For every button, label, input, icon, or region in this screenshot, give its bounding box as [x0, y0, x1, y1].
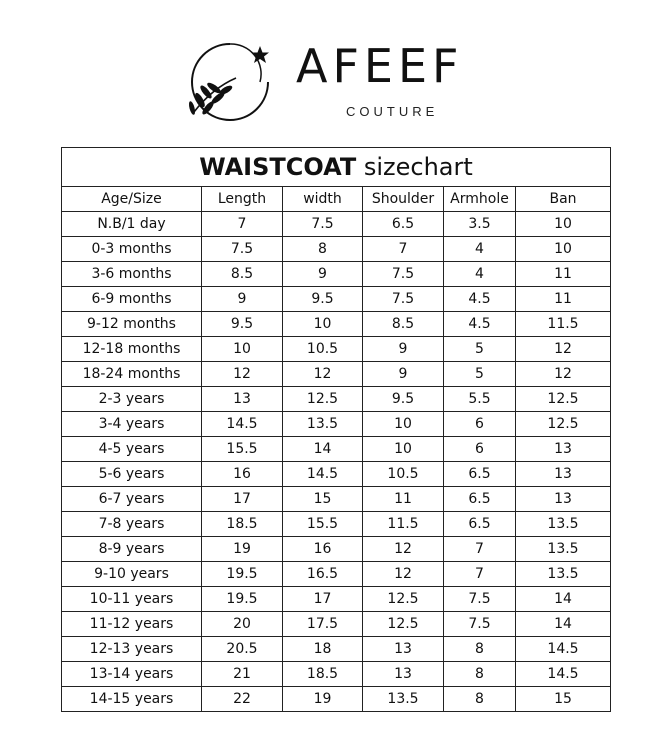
column-header: Age/Size	[62, 187, 202, 212]
measurement-cell: 13.5	[516, 512, 611, 537]
measurement-cell: 12	[516, 362, 611, 387]
brand-name: AFEEF	[296, 39, 464, 93]
measurement-cell: 10	[202, 337, 283, 362]
measurement-cell: 19	[202, 537, 283, 562]
measurement-cell: 10	[363, 437, 444, 462]
measurement-cell: 12.5	[363, 612, 444, 637]
table-row	[62, 312, 611, 337]
measurement-cell: 12.5	[363, 587, 444, 612]
measurement-cell: 9.5	[202, 312, 283, 337]
measurement-cell: 19.5	[202, 562, 283, 587]
size-label-cell: 10-11 years	[62, 587, 202, 612]
table-header-row	[62, 187, 611, 212]
size-label-cell: 11-12 years	[62, 612, 202, 637]
size-label-cell: 9-12 months	[62, 312, 202, 337]
table-row	[62, 287, 611, 312]
size-label-cell: 6-7 years	[62, 487, 202, 512]
measurement-cell: 12	[363, 537, 444, 562]
measurement-cell: 17	[283, 587, 363, 612]
measurement-cell: 5	[444, 337, 516, 362]
measurement-cell: 18	[283, 637, 363, 662]
measurement-cell: 8	[444, 687, 516, 712]
column-header: Shoulder	[363, 187, 444, 212]
measurement-cell: 8	[444, 662, 516, 687]
measurement-cell: 13	[516, 462, 611, 487]
table-title-row	[62, 148, 611, 187]
measurement-cell: 8.5	[363, 312, 444, 337]
measurement-cell: 15.5	[283, 512, 363, 537]
table-row	[62, 237, 611, 262]
table-row	[62, 637, 611, 662]
chart-title	[62, 148, 611, 187]
size-label-cell: 4-5 years	[62, 437, 202, 462]
measurement-cell: 6.5	[363, 212, 444, 237]
column-header: Length	[202, 187, 283, 212]
measurement-cell: 20.5	[202, 637, 283, 662]
measurement-cell: 11	[363, 487, 444, 512]
measurement-cell: 16.5	[283, 562, 363, 587]
measurement-cell: 6.5	[444, 512, 516, 537]
table-row	[62, 487, 611, 512]
measurement-cell: 7	[363, 237, 444, 262]
measurement-cell: 18.5	[283, 662, 363, 687]
measurement-cell: 14	[283, 437, 363, 462]
table-row	[62, 212, 611, 237]
size-label-cell: 3-6 months	[62, 262, 202, 287]
measurement-cell: 10.5	[283, 337, 363, 362]
measurement-cell: 16	[202, 462, 283, 487]
table-row	[62, 262, 611, 287]
size-label-cell: 12-18 months	[62, 337, 202, 362]
measurement-cell: 13.5	[363, 687, 444, 712]
measurement-cell: 12	[516, 337, 611, 362]
measurement-cell: 9	[283, 262, 363, 287]
measurement-cell: 9	[363, 337, 444, 362]
table-row	[62, 537, 611, 562]
measurement-cell: 7	[444, 562, 516, 587]
measurement-cell: 9	[202, 287, 283, 312]
measurement-cell: 13.5	[516, 562, 611, 587]
measurement-cell: 7.5	[283, 212, 363, 237]
size-chart-table	[61, 147, 611, 712]
measurement-cell: 9	[363, 362, 444, 387]
measurement-cell: 6	[444, 412, 516, 437]
measurement-cell: 10	[283, 312, 363, 337]
size-label-cell: 9-10 years	[62, 562, 202, 587]
crescent-moon-star-leaves-icon	[178, 34, 282, 126]
measurement-cell: 10.5	[363, 462, 444, 487]
measurement-cell: 12.5	[516, 387, 611, 412]
measurement-cell: 13	[516, 437, 611, 462]
measurement-cell: 4	[444, 237, 516, 262]
chart-title-bold: WAISTCOAT	[199, 153, 357, 181]
measurement-cell: 6	[444, 437, 516, 462]
measurement-cell: 19.5	[202, 587, 283, 612]
measurement-cell: 14	[516, 587, 611, 612]
size-label-cell: N.B/1 day	[62, 212, 202, 237]
measurement-cell: 12.5	[516, 412, 611, 437]
measurement-cell: 12	[283, 362, 363, 387]
measurement-cell: 12	[202, 362, 283, 387]
measurement-cell: 19	[283, 687, 363, 712]
column-header: Armhole	[444, 187, 516, 212]
table-row	[62, 587, 611, 612]
table-row	[62, 687, 611, 712]
measurement-cell: 13	[202, 387, 283, 412]
measurement-cell: 7.5	[444, 587, 516, 612]
table-row	[62, 462, 611, 487]
table-row	[62, 387, 611, 412]
size-label-cell: 5-6 years	[62, 462, 202, 487]
measurement-cell: 4.5	[444, 287, 516, 312]
brand-logo	[0, 0, 672, 140]
size-label-cell: 2-3 years	[62, 387, 202, 412]
measurement-cell: 6.5	[444, 487, 516, 512]
measurement-cell: 6.5	[444, 462, 516, 487]
measurement-cell: 11.5	[363, 512, 444, 537]
table-body	[62, 212, 611, 712]
measurement-cell: 18.5	[202, 512, 283, 537]
size-label-cell: 6-9 months	[62, 287, 202, 312]
table-row	[62, 612, 611, 637]
measurement-cell: 15	[283, 487, 363, 512]
table-row	[62, 337, 611, 362]
measurement-cell: 7.5	[444, 612, 516, 637]
measurement-cell: 12	[363, 562, 444, 587]
measurement-cell: 4.5	[444, 312, 516, 337]
column-header: width	[283, 187, 363, 212]
measurement-cell: 12.5	[283, 387, 363, 412]
measurement-cell: 13.5	[516, 537, 611, 562]
measurement-cell: 14.5	[516, 662, 611, 687]
measurement-cell: 7	[444, 537, 516, 562]
column-header: Ban	[516, 187, 611, 212]
measurement-cell: 11	[516, 287, 611, 312]
measurement-cell: 7	[202, 212, 283, 237]
measurement-cell: 22	[202, 687, 283, 712]
brand-subtitle: COUTURE	[346, 104, 439, 119]
measurement-cell: 17	[202, 487, 283, 512]
measurement-cell: 8	[283, 237, 363, 262]
measurement-cell: 16	[283, 537, 363, 562]
size-label-cell: 7-8 years	[62, 512, 202, 537]
measurement-cell: 20	[202, 612, 283, 637]
measurement-cell: 8.5	[202, 262, 283, 287]
measurement-cell: 11.5	[516, 312, 611, 337]
measurement-cell: 14.5	[283, 462, 363, 487]
table-row	[62, 362, 611, 387]
size-label-cell: 3-4 years	[62, 412, 202, 437]
table-row	[62, 512, 611, 537]
measurement-cell: 15.5	[202, 437, 283, 462]
size-label-cell: 8-9 years	[62, 537, 202, 562]
measurement-cell: 13	[363, 637, 444, 662]
measurement-cell: 7.5	[202, 237, 283, 262]
size-label-cell: 12-13 years	[62, 637, 202, 662]
chart-title-rest: sizechart	[363, 153, 473, 181]
measurement-cell: 15	[516, 687, 611, 712]
measurement-cell: 9.5	[363, 387, 444, 412]
size-label-cell: 14-15 years	[62, 687, 202, 712]
measurement-cell: 13	[516, 487, 611, 512]
measurement-cell: 10	[516, 212, 611, 237]
measurement-cell: 3.5	[444, 212, 516, 237]
size-label-cell: 13-14 years	[62, 662, 202, 687]
measurement-cell: 14.5	[516, 637, 611, 662]
measurement-cell: 8	[444, 637, 516, 662]
measurement-cell: 10	[516, 237, 611, 262]
size-label-cell: 0-3 months	[62, 237, 202, 262]
size-label-cell: 18-24 months	[62, 362, 202, 387]
measurement-cell: 9.5	[283, 287, 363, 312]
measurement-cell: 5.5	[444, 387, 516, 412]
measurement-cell: 10	[363, 412, 444, 437]
measurement-cell: 17.5	[283, 612, 363, 637]
measurement-cell: 13	[363, 662, 444, 687]
measurement-cell: 7.5	[363, 287, 444, 312]
table-row	[62, 437, 611, 462]
measurement-cell: 11	[516, 262, 611, 287]
measurement-cell: 7.5	[363, 262, 444, 287]
measurement-cell: 4	[444, 262, 516, 287]
measurement-cell: 21	[202, 662, 283, 687]
measurement-cell: 5	[444, 362, 516, 387]
table-row	[62, 412, 611, 437]
measurement-cell: 14	[516, 612, 611, 637]
measurement-cell: 13.5	[283, 412, 363, 437]
table-row	[62, 662, 611, 687]
table-row	[62, 562, 611, 587]
measurement-cell: 14.5	[202, 412, 283, 437]
